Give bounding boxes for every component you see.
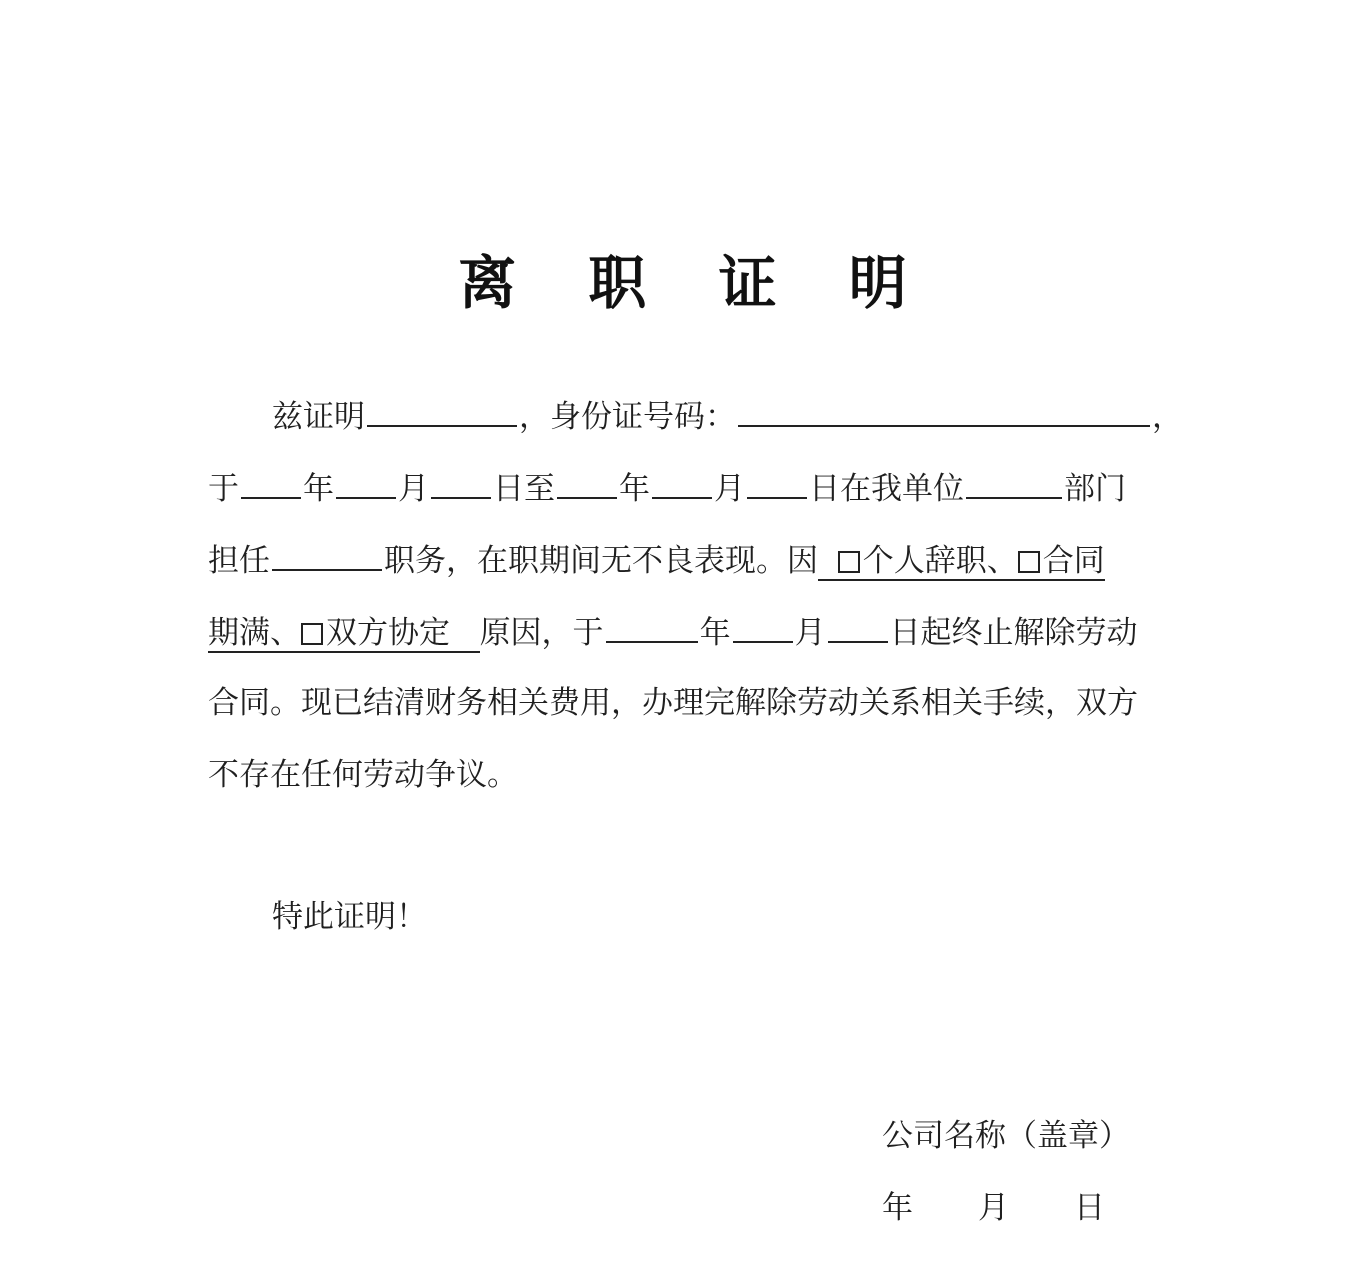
date-year: 年 — [882, 1190, 913, 1226]
text-comma: ， — [1152, 399, 1183, 435]
termination-year-blank[interactable] — [606, 611, 698, 643]
company-name-seal: 公司名称（盖章） — [882, 1118, 1130, 1154]
checkbox-contract-expiry[interactable] — [1018, 551, 1040, 573]
checkbox-mutual-agreement[interactable] — [301, 623, 323, 645]
date-month: 月 — [978, 1190, 1009, 1226]
text-day-to: 日至 — [493, 471, 555, 507]
termination-month-blank[interactable] — [733, 611, 793, 643]
option-contract-expiry-a: 合同 — [1042, 543, 1105, 579]
text-month-3: 月 — [794, 615, 826, 651]
reason-options — [818, 543, 1105, 581]
text-position-performance: 职务，在职期间无不良表现。因 — [384, 543, 818, 579]
id-number-blank[interactable] — [738, 395, 1150, 427]
text-month: 月 — [398, 471, 429, 507]
body-line-5: 合同。现已结清财务相关费用，办理完解除劳动关系相关手续，双方 — [208, 685, 1138, 721]
body-line-2 — [208, 467, 1168, 509]
text-month-2: 月 — [714, 471, 745, 507]
body-line-6: 不存在任何劳动争议。 — [208, 757, 518, 793]
text-serve-as: 担任 — [208, 543, 270, 579]
closing-statement: 特此证明！ — [272, 899, 427, 935]
reason-options-cont — [208, 615, 480, 653]
text-reason-on: 原因，于 — [479, 615, 604, 651]
text-year: 年 — [303, 471, 334, 507]
text-from: 于 — [208, 471, 239, 507]
signature-date — [882, 1182, 1105, 1227]
text-year-2: 年 — [619, 471, 650, 507]
termination-day-blank[interactable] — [828, 611, 888, 643]
name-blank[interactable] — [367, 395, 517, 427]
body-line-3 — [208, 539, 1168, 581]
position-blank[interactable] — [272, 539, 382, 571]
department-blank[interactable] — [966, 467, 1062, 499]
option-personal-resignation: 个人辞职、 — [862, 543, 1018, 579]
end-day-blank[interactable] — [747, 467, 807, 499]
checkbox-personal-resignation[interactable] — [838, 551, 860, 573]
body-line-4 — [208, 611, 1168, 653]
option-mutual-agreement: 双方协定 — [326, 615, 450, 651]
text-day-at-unit: 日在我单位 — [809, 471, 964, 507]
text-certify: 兹证明 — [272, 399, 365, 435]
date-day: 日 — [1074, 1190, 1105, 1226]
start-year-blank[interactable] — [241, 467, 301, 499]
text-terminate: 日起终止解除劳动 — [889, 615, 1138, 651]
end-year-blank[interactable] — [557, 467, 617, 499]
text-year-3: 年 — [699, 615, 731, 651]
start-month-blank[interactable] — [336, 467, 396, 499]
text-id-number: ，身份证号码： — [519, 399, 736, 435]
option-contract-expiry-b: 期满、 — [208, 615, 301, 651]
body-line-1 — [272, 395, 1232, 437]
text-department: 部门 — [1064, 471, 1126, 507]
document-title: 离 职 证 明 — [458, 249, 933, 317]
start-day-blank[interactable] — [431, 467, 491, 499]
end-month-blank[interactable] — [652, 467, 712, 499]
